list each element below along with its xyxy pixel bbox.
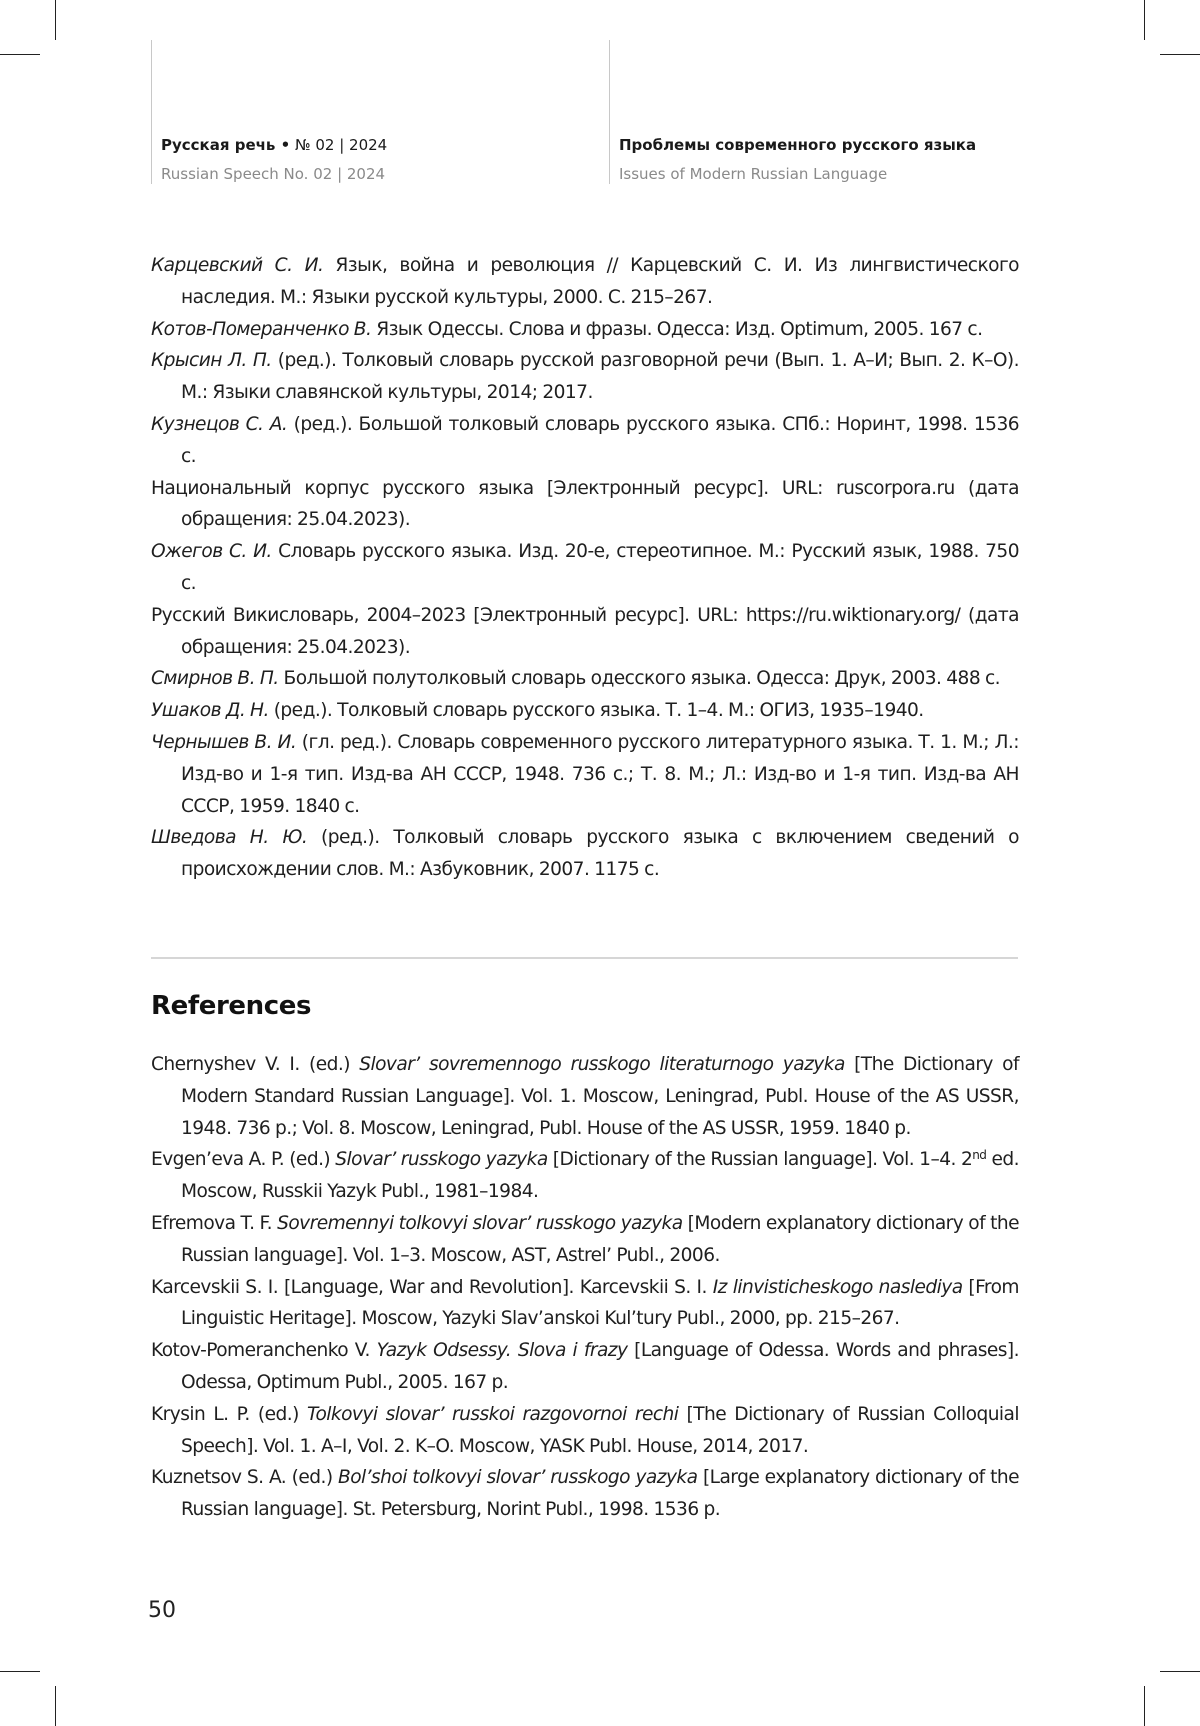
list-item: Национальный корпус русского языка [Электронный ресурс]. URL: ruscorpora.ru (дата обращения: 25.04.2023). bbox=[151, 477, 1019, 531]
list-item: Смирнов В. П. Большой полутолковый словарь одесского языка. Одесса: Друк, 2003. 488 с. bbox=[151, 668, 1000, 690]
list-item: Шведова Н. Ю. (ред.). Толковый словарь русского языка с включением сведений о происхождении слов. М.: Азбуковник, 2007. 1175 с. bbox=[151, 827, 1020, 881]
list-item: Evgen’eva A. P. (ed.) Slovar’ russkogo yazyka [Dictionary of the Russian language]. Vol. 1–4. 2nd ed. Moscow, Russkii Yazyk Publ., 1981–1984. bbox=[151, 1148, 1019, 1203]
list-item: Efremova T. F. Sovremennyi tolkovyi slovar’ russkogo yazyka [Modern explanatory dictionary of the Russian language]. Vol. 1–3. Moscow, AST, Astrel’ Publ., 2006. bbox=[151, 1212, 1019, 1266]
running-header-right bbox=[609, 40, 977, 184]
list-item: Кузнецов С. А. (ред.). Большой толковый словарь русского языка. СПб.: Норинт, 1998. 1536 с. bbox=[151, 413, 1020, 467]
list-item: Kotov-Pomeranchenko V. Yazyk Odsessy. Slova i frazy [Language of Odessa. Words and phrases]. Odessa, Optimum Publ., 2005. 167 p. bbox=[151, 1340, 1019, 1393]
english-references bbox=[151, 1049, 1019, 1526]
list-item: Chernyshev V. I. (ed.) Slovar’ sovremennogo russkogo literaturnogo yazyka [The Dictionary of Modern Standard Russian Language]. Vol. 1. Moscow, Leningrad, Publ. House of the AS USSR, 1948. 736 p.; Vol. 8. Moscow, Leningrad, Publ. House of the AS USSR, 1959. 1840 p. bbox=[151, 1054, 1020, 1139]
list-item: Krysin L. P. (ed.) Tolkovyi slovar’ russkoi razgovornoi rechi [The Dictionary of Russian Colloquial Speech]. Vol. 1. A–I, Vol. 2. K–O. Moscow, YASK Publ. House, 2014, 2017. bbox=[151, 1403, 1020, 1457]
crop-mark-bottom-right-v bbox=[1144, 1686, 1145, 1726]
crop-mark-top-left-v bbox=[55, 0, 56, 40]
section-title-en: Issues of Modern Russian Language bbox=[619, 165, 888, 183]
journal-title-ru: Русская речь • № 02 | 2024 bbox=[161, 136, 388, 154]
running-header-left bbox=[151, 40, 388, 184]
section-divider bbox=[151, 957, 1018, 959]
list-item: Чернышев В. И. (гл. ред.). Словарь современного русского литературного языка. Т. 1. М.; Л.: Изд-во и 1-я тип. Изд-ва АН СССР, 1948. 736 с.; Т. 8. М.; Л.: Изд-во и 1-я тип. Изд-ва АН СССР, 1959. 1840 с. bbox=[151, 731, 1019, 817]
crop-mark-top-right-h bbox=[1160, 54, 1200, 55]
crop-mark-bottom-left-h bbox=[0, 1671, 40, 1672]
crop-mark-bottom-left-v bbox=[55, 1686, 56, 1726]
section-title-ru: Проблемы современного русского языка bbox=[619, 136, 977, 154]
russian-bibliography bbox=[151, 250, 1019, 886]
crop-mark-top-right-v bbox=[1144, 0, 1145, 40]
page-number: 50 bbox=[148, 1598, 176, 1623]
list-item: Крысин Л. П. (ред.). Толковый словарь русской разговорной речи (Вып. 1. А–И; Вып. 2. К–О). М.: Языки славянской культуры, 2014; 2017. bbox=[151, 350, 1019, 404]
list-item: Karcevskii S. I. [Language, War and Revolution]. Karcevskii S. I. Iz linvisticheskogo naslediya [From Linguistic Heritage]. Moscow, Yazyki Slav’anskoi Kul’tury Publ., 2000, pp. 215–267. bbox=[151, 1276, 1019, 1330]
list-item: Русский Викисловарь, 2004–2023 [Электронный ресурс]. URL: https://ru.wiktionary.org/ (дата обращения: 25.04.2023). bbox=[151, 604, 1019, 658]
list-item: Котов-Померанченко В. Язык Одессы. Слова и фразы. Одесса: Изд. Optimum, 2005. 167 с. bbox=[151, 318, 983, 340]
list-item: Ушаков Д. Н. (ред.). Толковый словарь русского языка. Т. 1–4. М.: ОГИЗ, 1935–1940. bbox=[151, 700, 924, 722]
journal-title-en: Russian Speech No. 02 | 2024 bbox=[161, 165, 386, 183]
list-item: Kuznetsov S. A. (ed.) Bol’shoi tolkovyi slovar’ russkogo yazyka [Large explanatory dictionary of the Russian language]. St. Petersburg, Norint Publ., 1998. 1536 p. bbox=[151, 1467, 1019, 1521]
list-item: Ожегов С. И. Словарь русского языка. Изд. 20-е, стереотипное. М.: Русский язык, 1988. 750 с. bbox=[151, 541, 1019, 594]
list-item: Карцевский С. И. Язык, война и революция // Карцевский С. И. Из лингвистического наследия. М.: Языки русской культуры, 2000. С. 215–267. bbox=[151, 255, 1019, 308]
references-heading: References bbox=[151, 991, 312, 1021]
crop-mark-top-left-h bbox=[0, 54, 40, 55]
crop-mark-bottom-right-h bbox=[1160, 1671, 1200, 1672]
